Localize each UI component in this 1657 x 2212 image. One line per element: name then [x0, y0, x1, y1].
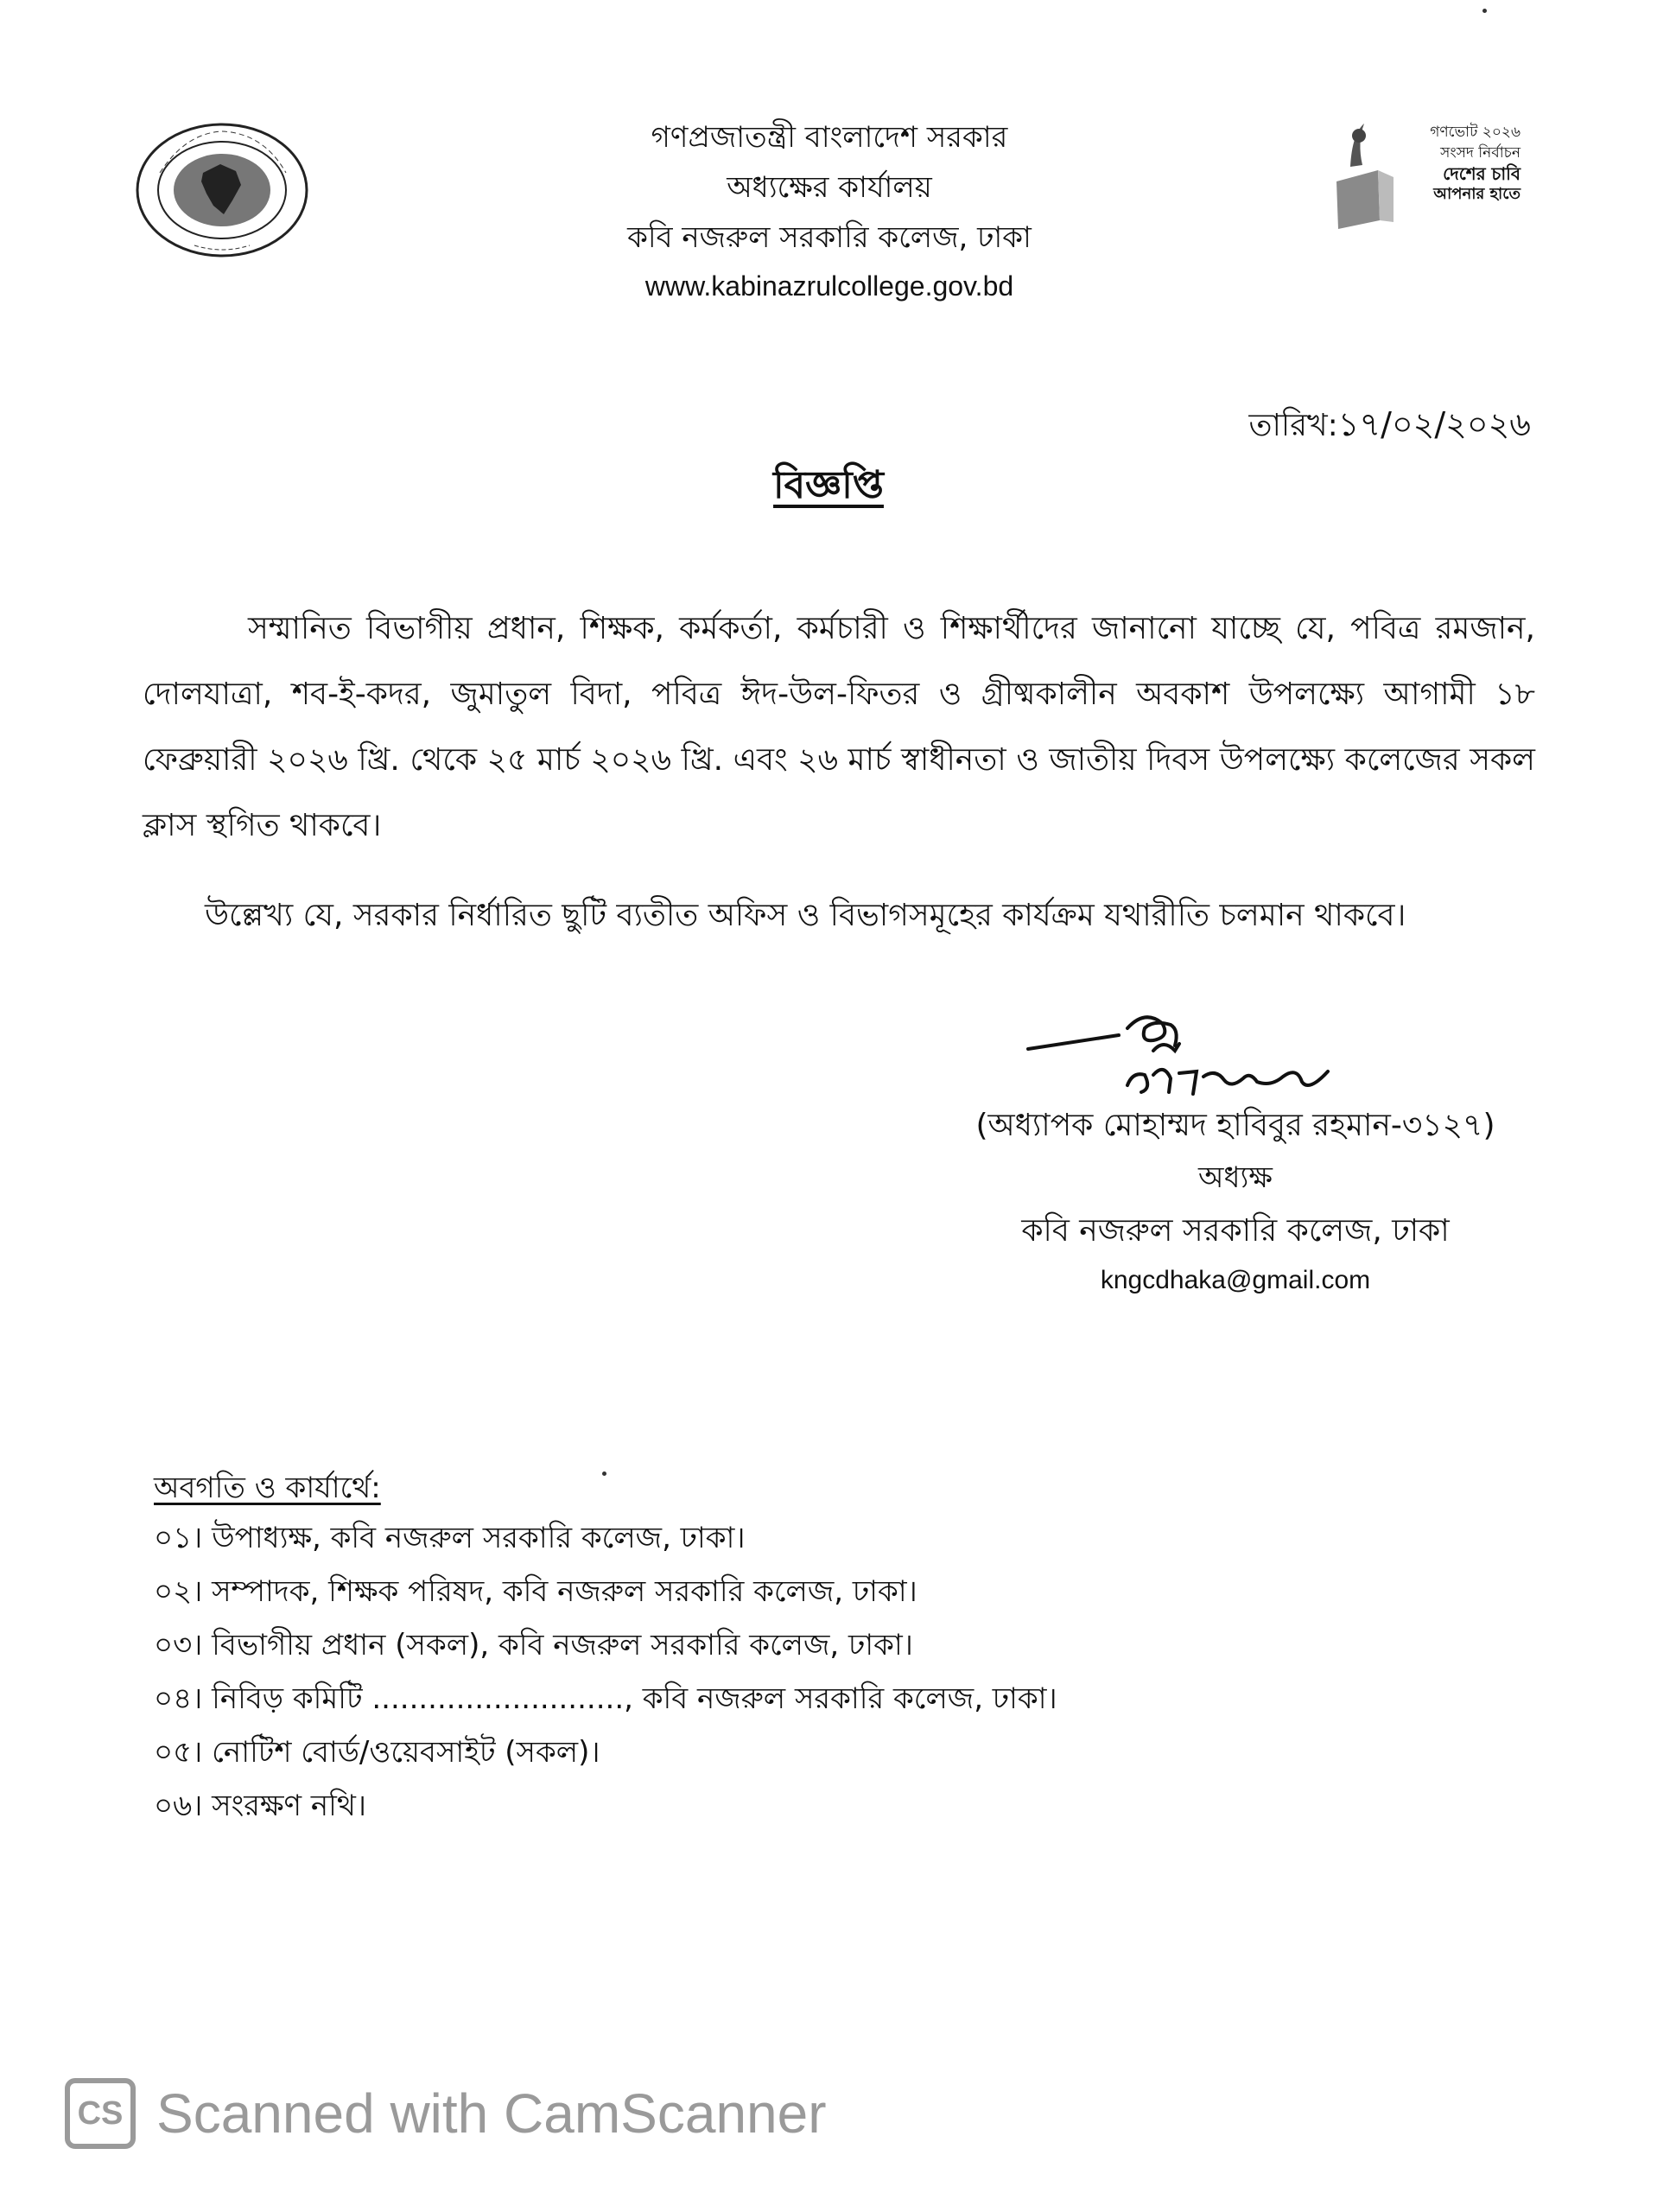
distribution-item: ০৪। নিবিড় কমিটি ..........................., কবি নজরুল সরকারি কলেজ, ঢাকা।	[154, 1681, 1057, 1716]
date-value: ১৭/০২/২০২৬	[1337, 405, 1531, 443]
distribution-title: অবগতি ও কার্যার্থে:	[154, 1471, 381, 1505]
letterhead-office: অধ্যক্ষের কার্যালয়	[727, 170, 932, 205]
election-logo-line4: আপনার হাতে	[1433, 185, 1521, 203]
signatory-name: (অধ্যাপক মোহাম্মদ হাবিবুর রহমান-৩১২৭)	[975, 1108, 1495, 1143]
scan-speck	[602, 1471, 606, 1476]
election-logo-line1: গণভোট ২০২৬	[1430, 124, 1521, 141]
handwritten-signature	[1024, 1002, 1387, 1115]
distribution-item: ০১। উপাধ্যক্ষ, কবি নজরুল সরকারি কলেজ, ঢাকা।	[154, 1521, 746, 1555]
election-logo	[1326, 117, 1521, 238]
signatory-email: kngcdhaka@gmail.com	[1100, 1266, 1371, 1294]
letterhead-government: গণপ্রজাতন্ত্রী বাংলাদেশ সরকার	[651, 120, 1008, 155]
government-seal-icon	[134, 121, 311, 259]
scan-speck	[1482, 9, 1487, 13]
election-logo-line2: সংসদ নির্বাচন	[1440, 144, 1521, 162]
date-label: তারিখ:	[1248, 408, 1338, 443]
signatory-block	[933, 1102, 1538, 1300]
signatory-college: কবি নজরুল সরকারি কলেজ, ঢাকা	[1021, 1213, 1450, 1249]
distribution-list	[154, 1465, 1277, 1833]
distribution-item: ০৫। নোটিশ বোর্ড/ওয়েবসাইট (সকল)।	[154, 1735, 600, 1770]
letterhead-website: www.kabinazrulcollege.gov.bd	[644, 270, 1014, 302]
notice-paragraph-2: উল্লেখ্য যে, সরকার নির্ধারিত ছুটি ব্যতীত অফিস ও বিভাগসমূহের কার্যক্রম যথারীতি চলমান থাকবে।	[205, 898, 1406, 933]
camscanner-watermark	[65, 2078, 827, 2149]
letterhead-college: কবি নজরুল সরকারি কলেজ, ঢাকা	[627, 220, 1032, 255]
camscanner-logo-icon: CS	[65, 2078, 136, 2149]
election-logo-line3: দেশের চাবি	[1443, 163, 1521, 184]
camscanner-text: Scanned with CamScanner	[156, 2082, 827, 2145]
signatory-designation: অধ্যক্ষ	[1198, 1160, 1273, 1195]
letterhead	[484, 117, 1175, 305]
notice-date	[1248, 399, 1531, 454]
distribution-item: ০৩। বিভাগীয় প্রধান (সকল), কবি নজরুল সরকারি কলেজ, ঢাকা।	[154, 1628, 913, 1662]
notice-title: বিজ্ঞপ্তি	[773, 463, 884, 507]
notice-paragraph-1: সম্মানিত বিভাগীয় প্রধান, শিক্ষক, কর্মকর্তা, কর্মচারী ও শিক্ষার্থীদের জানানো যাচ্ছে যে, পবিত্র রমজান, দোলযাত্রা, শব-ই-কদর, জুমাতুল বিদা, পবিত্র ঈদ-উল-ফিতর ও গ্রীষ্মকালীন অবকাশ উপলক্ষ্যে আগামী ১৮ ফেব্রুয়ারী ২০২৬ খ্রি. থেকে ২৫ মার্চ ২০২৬ খ্রি. এবং ২৬ মার্চ স্বাধীনতা ও জাতীয় দিবস উপলক্ষ্যে কলেজের সকল ক্লাস স্থগিত থাকবে।	[143, 611, 1535, 843]
distribution-item: ০২। সম্পাদক, শিক্ষক পরিষদ, কবি নজরুল সরকারি কলেজ, ঢাকা।	[154, 1574, 917, 1609]
distribution-item: ০৬। সংরক্ষণ নথি।	[154, 1789, 367, 1823]
